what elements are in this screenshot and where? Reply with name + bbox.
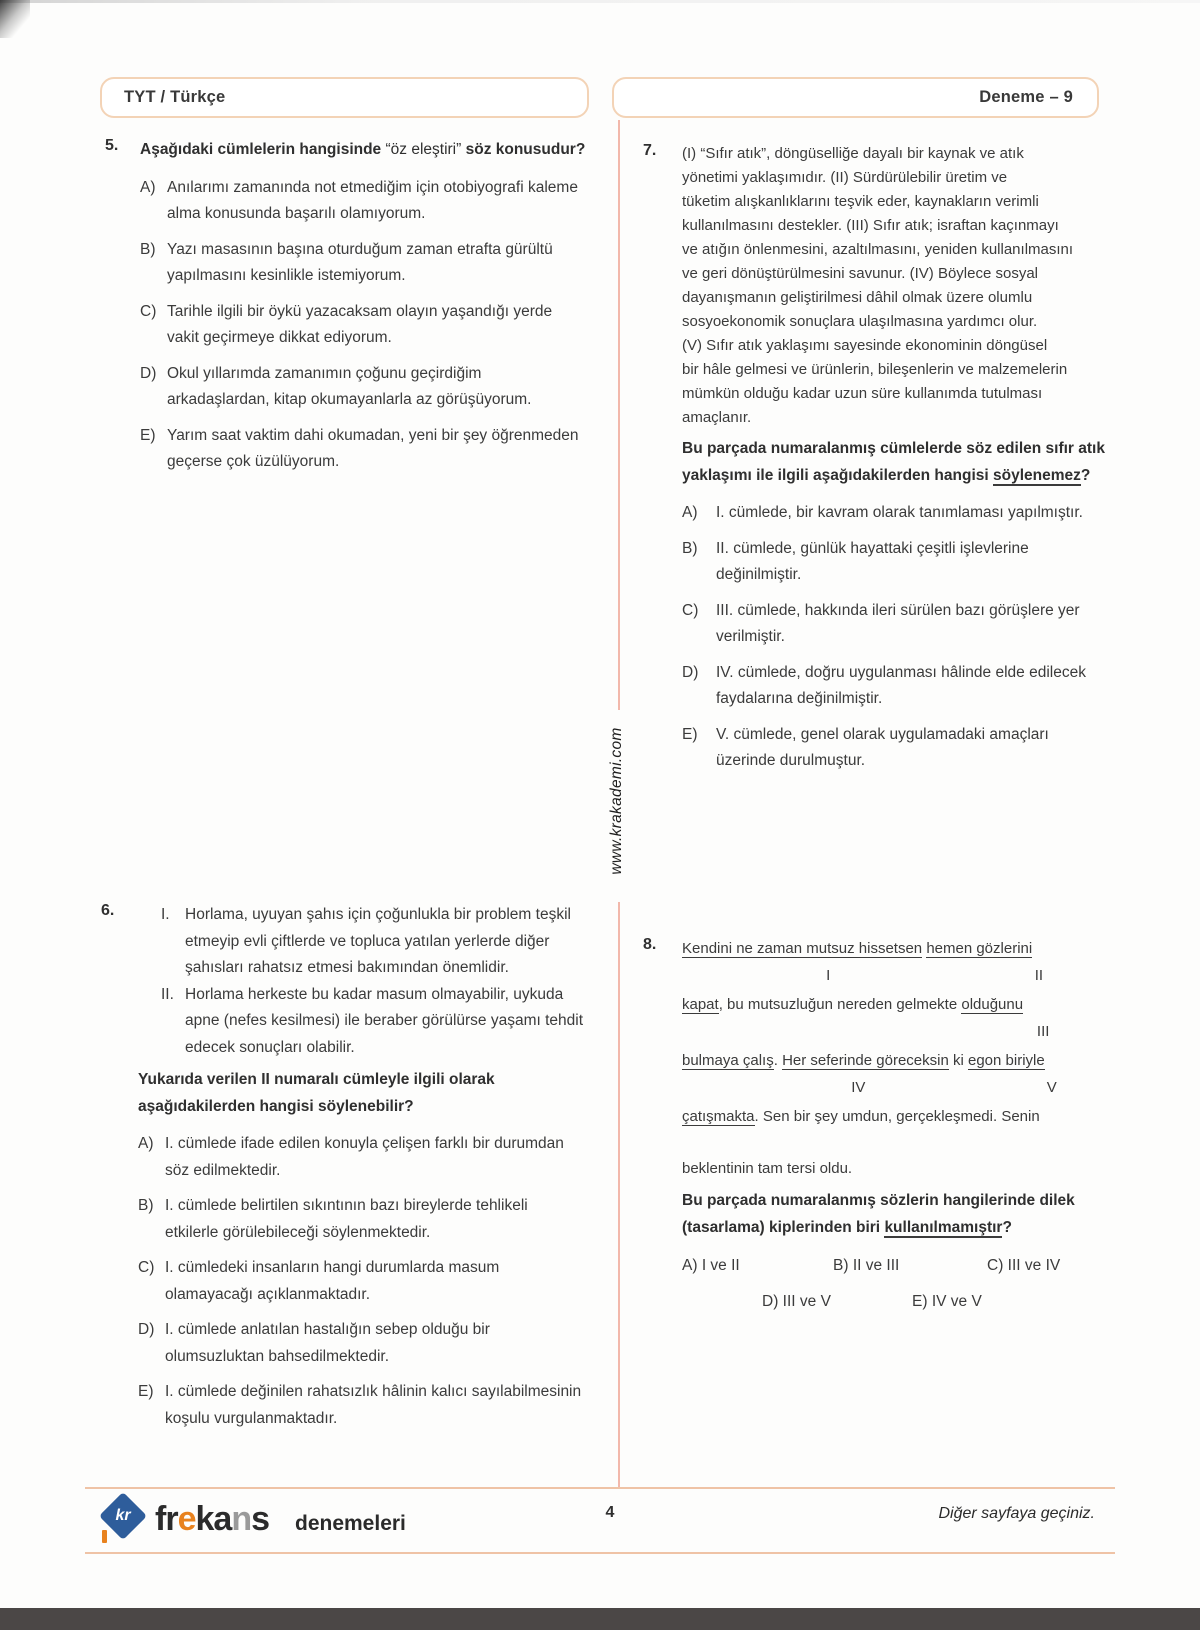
option-text: Okul yıllarımda zamanımın çoğunu geçirdiğim arkadaşlardan, kitap okumayanlarla az görüşüyorum. [167, 364, 532, 408]
option-label: C) [138, 1259, 155, 1276]
footer-rule-bottom [85, 1552, 1115, 1554]
roman-numeral-label: I. [161, 906, 170, 923]
text-segment: Kendini ne zaman mutsuz hissetsen [682, 940, 923, 957]
logo-part: n [231, 1500, 252, 1538]
question-passage [682, 936, 1112, 1182]
logo-part: s [251, 1500, 270, 1538]
text-segment: Yukarıda verilen II numaralı cümleyle ilgili olarak aşağıdakilerden hangisi söylenebilir? [138, 1071, 495, 1115]
question-6 [101, 902, 589, 1441]
text-segment: Bu parçada numaralanmış cümlelerde söz edilen sıfır atık yaklaşımı ile ilgili aşağıdakilerden hangisi [682, 440, 1105, 484]
option-text: II ve III [852, 1257, 900, 1274]
sentence-text: Horlama herkeste bu kadar masum olmayabilir, uykuda apne (nefes kesilmesi) ile beraber görülürse yaşamı tehdit edecek sonuçları olabilir. [185, 985, 584, 1056]
option-row [682, 660, 1112, 713]
option-row [138, 1255, 585, 1308]
text-segment: . [773, 1052, 783, 1069]
option-label: A) [140, 178, 156, 196]
option-text: I. cümledeki insanların hangi durumlarda masum olamayacağı açıklanmaktadır. [165, 1259, 500, 1303]
text-segment: çatışmakta [682, 1108, 755, 1125]
roman-numeral-label: II. [161, 985, 174, 1003]
passage-line: kullanılmasını destekler. (III) Sıfır atık; israftan kaçınmayı [682, 217, 1059, 234]
text-segment: söylenemez [993, 466, 1081, 484]
question-8 [643, 936, 1113, 1321]
option-text: Yazı masasının başına oturduğum zaman etrafta gürültü yapılmasını kesinlikle istemiyorum. [167, 240, 553, 284]
text-segment: söz konusudur? [465, 141, 586, 158]
scan-corner-mark [0, 0, 30, 38]
options-list [140, 175, 587, 476]
option-label: A) [138, 1135, 154, 1152]
passage-line [682, 1156, 1112, 1182]
numbered-sentence [161, 982, 585, 1062]
option-inline [987, 1253, 1060, 1280]
page-number: 4 [605, 1504, 615, 1521]
option-label: B) [682, 539, 698, 557]
option-row [138, 1193, 585, 1246]
blank-line [682, 1130, 1112, 1156]
column-divider-top [618, 120, 620, 710]
option-inline [682, 1253, 740, 1280]
logo-part: fr [155, 1500, 178, 1538]
question-passage [682, 142, 1112, 430]
text-segment: ki [948, 1052, 968, 1069]
option-text: III ve IV [1007, 1257, 1061, 1274]
option-text: I ve II [701, 1257, 740, 1274]
logo-part: ka [195, 1500, 232, 1538]
text-segment: Aşağıdaki cümlelerin hangisinde [140, 141, 386, 158]
option-label: D) [762, 1293, 783, 1310]
passage-line: bir hâle gelmesi ve ürünlerin, bileşenlerin ve malzemelerin [682, 361, 1068, 378]
question-stem [140, 137, 587, 164]
question-stem [138, 1067, 585, 1120]
option-label: D) [138, 1321, 155, 1338]
sentence-text: Horlama, uyuyan şahıs için çoğunlukla bir problem teşkil etmeyip evli çiftlerde ve topluca yatılan yerlerde diğer şahısları rahatsız etmesi bakımından önemlidir. [185, 906, 571, 976]
text-segment: kapat [682, 996, 719, 1013]
option-text: Yarım saat vaktim dahi okumadan, yeni bir şey öğrenmeden geçerse çok üzülüyorum. [167, 426, 579, 470]
passage-line: ve geri dönüştürülmesini savunur. (IV) Böylece sosyal [682, 265, 1039, 282]
option-label: B) [140, 240, 156, 258]
numeral-label: II [1034, 967, 1044, 984]
question-number: 6. [101, 902, 115, 919]
option-row [682, 500, 1112, 527]
header-left-box [100, 77, 589, 118]
brand-logo [98, 1494, 428, 1550]
option-inline [912, 1289, 982, 1316]
option-text: I. cümlede değinilen rahatsızlık hâlinin kalıcı sayılabilmesinin koşulu vurgulanmaktadır. [165, 1383, 582, 1427]
passage-line: yönetimi yaklaşımıdır. (II) Sürdürülebilir üretim ve [682, 169, 1008, 186]
header-right-box [612, 77, 1099, 118]
text-segment: ? [1002, 1218, 1012, 1236]
options-list [138, 1131, 585, 1432]
logo-subtext: denemeleri [295, 1512, 406, 1535]
option-label: E) [138, 1383, 154, 1400]
options-row-1 [682, 1253, 1112, 1289]
passage-line: mümkün olduğu kadar uzun süre kullanımda tutulması [682, 385, 1043, 402]
passage-line: (I) “Sıfır atık”, döngüselliğe dayalı bir kaynak ve atık [682, 145, 1024, 162]
pencil-icon [102, 1530, 107, 1543]
option-row [140, 361, 587, 414]
option-label: C) [140, 302, 157, 320]
passage-line [682, 1104, 1112, 1130]
option-label: E) [682, 725, 698, 743]
passage-line: amaçlanır. [682, 409, 752, 426]
numeral-label: I [826, 967, 831, 984]
option-row [138, 1131, 585, 1184]
passage-line: (V) Sıfır atık yaklaşımı sayesinde ekonominin döngüsel [682, 337, 1048, 354]
passage-line: sosyoekonomik sonuçlara ulaşılmasına yardımcı olur. [682, 313, 1038, 330]
option-text: I. cümlede belirtilen sıkıntının bazı bireylerde tehlikeli etkilerle görülebileceği söylenmektedir. [165, 1197, 528, 1241]
option-text: III. cümlede, hakkında ileri sürülen bazı görüşlere yer verilmiştir. [716, 601, 1080, 645]
column-divider-bottom [618, 902, 620, 1488]
passage-line [682, 992, 1112, 1018]
passage-line: tüketim alışkanlıklarını teşvik eder, kaynakların verimli [682, 193, 1039, 210]
numbered-sentences [161, 902, 585, 1061]
option-label: D) [682, 663, 699, 681]
text-segment: Bu parçada numaralanmış sözlerin hangilerinde dilek (tasarlama) kiplerinden biri [682, 1192, 1075, 1236]
scan-bottom-band [0, 1608, 1200, 1630]
kr-monogram: kr [115, 1507, 131, 1524]
passage-line [682, 936, 1112, 962]
options-row-2 [682, 1289, 1112, 1321]
text-segment: egon biriyle [968, 1052, 1045, 1069]
question-stem [682, 436, 1112, 489]
question-7 [643, 142, 1113, 784]
option-label: A) [682, 1257, 702, 1274]
text-segment: beklentinin tam tersi oldu. [682, 1160, 853, 1177]
option-label: C) [987, 1257, 1008, 1274]
option-text: IV ve V [931, 1293, 982, 1310]
numeral-label: IV [851, 1079, 866, 1096]
text-segment: kullanılmamıştır [884, 1218, 1003, 1236]
passage-line: ve atığın önlenmesini, azaltılmasını, yeniden kullanılmasını [682, 241, 1074, 258]
option-label: E) [140, 426, 156, 444]
numeral-label: V [1046, 1079, 1057, 1096]
option-row [682, 722, 1112, 775]
option-row [682, 598, 1112, 651]
option-text: Tarihle ilgili bir öykü yazacaksam olayın yaşandığı yerde vakit geçirmeye dikkat ediyorum. [167, 302, 553, 346]
text-segment: ? [1080, 466, 1091, 484]
option-label: B) [138, 1197, 154, 1214]
text-segment: olduğunu [961, 996, 1024, 1013]
header-title-left: TYT / Türkçe [124, 88, 226, 106]
option-label: A) [682, 504, 698, 521]
option-text: IV. cümlede, doğru uygulanması hâlinde elde edilecek faydalarına değinilmiştir. [716, 663, 1086, 707]
option-inline [833, 1253, 899, 1280]
question-number: 5. [105, 137, 119, 154]
numeral-row [682, 1018, 1112, 1048]
option-text: III ve V [782, 1293, 831, 1310]
text-segment: bulmaya çalış [682, 1052, 774, 1069]
option-label: D) [140, 364, 157, 382]
text-segment: hemen gözlerini [926, 940, 1033, 957]
option-row [140, 423, 587, 476]
option-label: B) [833, 1257, 853, 1274]
header-title-right: Deneme – 9 [979, 88, 1073, 106]
option-row [682, 536, 1112, 589]
logo-part: e [177, 1500, 196, 1538]
option-row [138, 1317, 585, 1370]
option-row [138, 1379, 585, 1432]
passage-line [682, 1048, 1112, 1074]
scan-top-edge [0, 0, 1200, 3]
question-number: 7. [643, 142, 657, 159]
question-5 [105, 137, 589, 485]
option-inline [762, 1289, 831, 1316]
option-text: I. cümlede, bir kavram olarak tanımlaması yapılmıştır. [716, 504, 1083, 521]
text-segment: , bu mutsuzluğun nereden gelmekte [718, 996, 962, 1013]
next-page-note: Diğer sayfaya geçiniz. [938, 1505, 1095, 1522]
logo-wordmark [155, 1500, 269, 1539]
option-text: Anılarımı zamanında not etmediğim için otobiyografi kaleme alma konusunda başarılı olamıyorum. [167, 178, 578, 222]
options-list [682, 500, 1112, 775]
option-label: E) [912, 1293, 932, 1310]
numeral-label: III [1036, 1023, 1050, 1040]
option-text: V. cümlede, genel olarak uygulamadaki amaçları üzerinde durulmuştur. [716, 725, 1049, 769]
passage-line: dayanışmanın geliştirilmesi dâhil olmak üzere olumlu [682, 289, 1033, 306]
question-number: 8. [643, 936, 657, 953]
watermark-url: www.krakademi.com [608, 727, 625, 875]
option-text: II. cümlede, günlük hayattaki çeşitli işlevlerine değinilmiştir. [716, 539, 1029, 583]
option-label: C) [682, 601, 699, 619]
option-row [140, 237, 587, 290]
text-segment: Her seferinde göreceksin [782, 1052, 949, 1069]
text-segment: “öz eleştiri” [385, 141, 462, 158]
option-row [140, 175, 587, 228]
numeral-row [682, 1074, 1112, 1104]
option-row [140, 299, 587, 352]
footer-rule-top [85, 1487, 1115, 1489]
question-stem [682, 1188, 1112, 1241]
numeral-row [682, 962, 1112, 992]
option-text: I. cümlede anlatılan hastalığın sebep olduğu bir olumsuzluktan bahsedilmektedir. [165, 1321, 490, 1365]
numbered-sentence [161, 902, 585, 982]
option-text: I. cümlede ifade edilen konuyla çelişen farklı bir durumdan söz edilmektedir. [165, 1135, 564, 1179]
text-segment: . Sen bir şey umdun, gerçekleşmedi. Senin [754, 1108, 1040, 1125]
